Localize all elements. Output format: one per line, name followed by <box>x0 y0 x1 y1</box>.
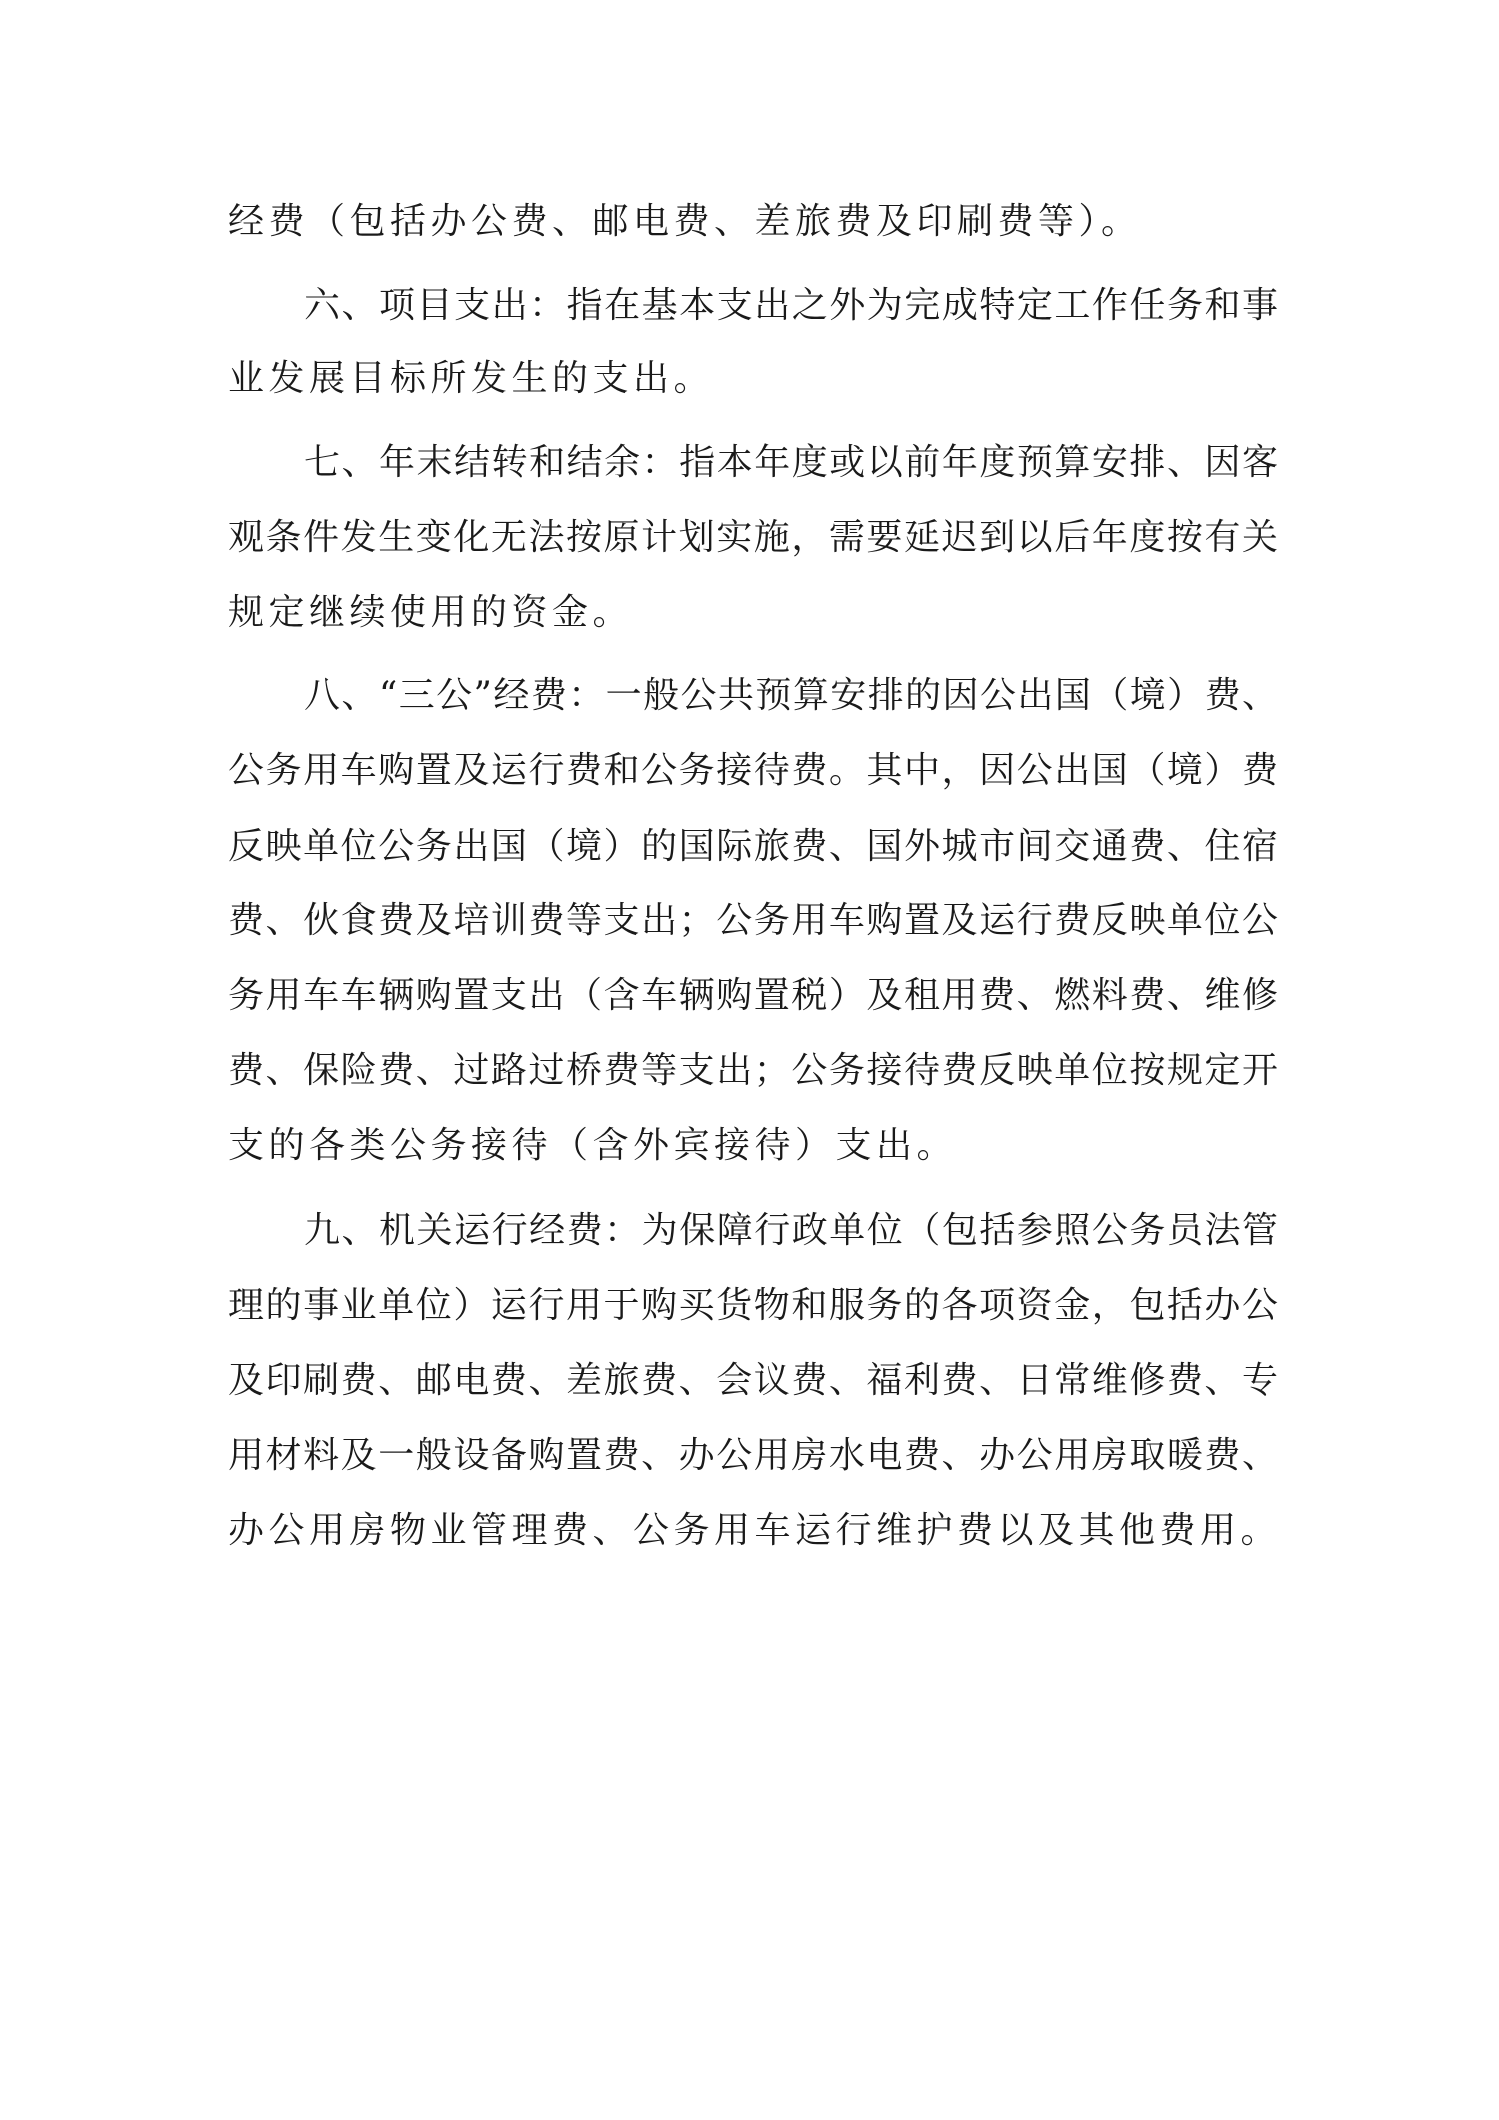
text-line: 九、机关运行经费：为保障行政单位（包括参照公务员法管 <box>304 1210 1278 1251</box>
text-line: 经费（包括办公费、邮电费、差旅费及印刷费等）。 <box>228 201 1142 242</box>
text-line: 六、项目支出：指在基本支出之外为完成特定工作任务和事 <box>304 285 1278 326</box>
text-line: 用材料及一般设备购置费、办公用房水电费、办公用房取暖费、 <box>228 1435 1278 1476</box>
text-line: 七、年末结转和结余：指本年度或以前年度预算安排、因客 <box>304 442 1278 483</box>
text-line: 理的事业单位）运行用于购买货物和服务的各项资金，包括办公 <box>228 1285 1278 1326</box>
text-line: 支的各类公务接待（含外宾接待）支出。 <box>228 1125 958 1166</box>
text-line: 规定继续使用的资金。 <box>228 592 634 633</box>
text-line: 业发展目标所发生的支出。 <box>228 358 715 399</box>
text-line: 费、保险费、过路过桥费等支出；公务接待费反映单位按规定开 <box>228 1050 1278 1091</box>
text-line: 八、“三公”经费：一般公共预算安排的因公出国（境）费、 <box>304 675 1278 716</box>
text-line: 务用车车辆购置支出（含车辆购置税）及租用费、燃料费、维修 <box>228 975 1278 1016</box>
text-line: 反映单位公务出国（境）的国际旅费、国外城市间交通费、住宿 <box>228 826 1278 867</box>
text-line: 及印刷费、邮电费、差旅费、会议费、福利费、日常维修费、专 <box>228 1360 1278 1401</box>
text-line: 观条件发生变化无法按原计划实施，需要延迟到以后年度按有关 <box>228 517 1278 558</box>
text-line: 公务用车购置及运行费和公务接待费。其中，因公出国（境）费 <box>228 750 1278 791</box>
text-line: 费、伙食费及培训费等支出；公务用车购置及运行费反映单位公 <box>228 900 1278 941</box>
text-line: 办公用房物业管理费、公务用车运行维护费以及其他费用。 <box>228 1510 1282 1551</box>
